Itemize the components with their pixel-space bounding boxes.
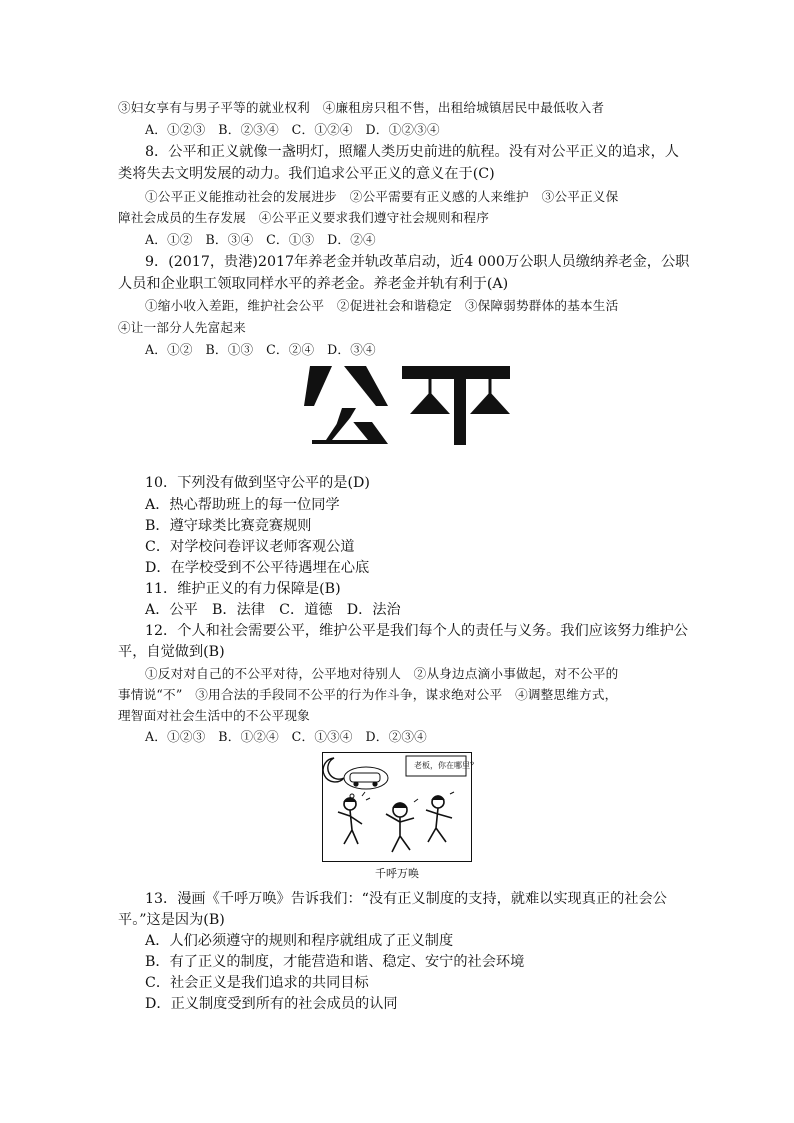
- q12-stem-2: 平，自觉做到(B): [118, 644, 225, 660]
- q10-choice-c: C．对学校问卷评议老师客观公道: [145, 539, 355, 555]
- q9-options-1: ①缩小收入差距，维护社会公平 ②促进社会和谐稳定 ③保障弱势群体的基本生活: [145, 298, 619, 313]
- q8-stem-2: 类将失去文明发展的动力。我们追求公平正义的意义在于(C): [118, 166, 495, 182]
- q13-choice-d: D．正义制度受到所有的社会成员的认同: [145, 996, 398, 1012]
- q7-answers: A．①②③ B．②③④ C．①②④ D．①②③④: [145, 122, 440, 137]
- q12-answers: A．①②③ B．①②④ C．①③④ D．②③④: [145, 729, 427, 744]
- q11-answers: A．公平 B．法律 C．道德 D．法治: [145, 602, 401, 618]
- q10-choice-a: A．热心帮助班上的每一位同学: [145, 497, 340, 513]
- q10-choice-b: B．遵守球类比赛竞赛规则: [145, 518, 312, 534]
- q9-stem-2: 人员和企业职工领取同样水平的养老金。养老金并轨有利于(A): [118, 276, 509, 292]
- q11-stem: 11．维护正义的有力保障是(B): [145, 581, 341, 597]
- q12-options-2: 事情说“不” ③用合法的手段同不公平的行为作斗争，谋求绝对公平 ④调整思维方式，: [118, 687, 618, 702]
- q12-options-1: ①反对对自己的不公平对待，公平地对待别人 ②从身边点滴小事做起，对不公平的: [145, 666, 619, 681]
- fairness-logo-image: [304, 362, 516, 454]
- q13-stem-1: 13．漫画《千呼万唤》告诉我们：“没有正义制度的支持，就难以实现真正的社会公: [145, 891, 667, 907]
- q9-options-2: ④让一部分人先富起来: [118, 320, 246, 335]
- speech-bubble-text: 老板，你在哪里？: [414, 761, 478, 770]
- q13-choice-c: C．社会正义是我们追求的共同目标: [145, 975, 369, 991]
- q13-choice-b: B．有了正义的制度，才能营造和谐、稳定、安宁的社会环境: [145, 954, 525, 970]
- q8-answers: A．①② B．③④ C．①③ D．②④: [145, 232, 376, 247]
- cartoon-image: [322, 752, 478, 862]
- q8-options-1: ①公平正义能推动社会的发展进步 ②公平需要有正义感的人来维护 ③公平正义保: [145, 189, 619, 204]
- cartoon-caption: 千呼万唤: [375, 867, 419, 880]
- q12-options-3: 理智面对社会生活中的不公平现象: [118, 708, 310, 723]
- q8-options-2: 障社会成员的生存发展 ④公平正义要求我们遵守社会规则和程序: [118, 210, 490, 225]
- q7-option-line: ③妇女享有与男子平等的就业权利 ④廉租房只租不售，出租给城镇居民中最低收入者: [118, 100, 605, 115]
- q10-choice-d: D．在学校受到不公平待遇埋在心底: [145, 560, 370, 576]
- q13-stem-2: 平。”这是因为(B): [118, 912, 225, 928]
- q9-stem-1: 9．(2017，贵港)2017年养老金并轨改革启动，近4 000万公职人员缴纳养老金，公职: [145, 254, 690, 270]
- q8-stem-1: 8．公平和正义就像一盏明灯，照耀人类历史前进的航程。没有对公平正义的追求，人: [145, 144, 679, 160]
- q10-stem: 10．下列没有做到坚守公平的是(D): [145, 475, 370, 491]
- q9-answers: A．①② B．①③ C．②④ D．③④: [145, 342, 376, 357]
- q13-choice-a: A．人们必须遵守的规则和程序就组成了正义制度: [145, 933, 454, 949]
- q12-stem-1: 12．个人和社会需要公平，维护公平是我们每个人的责任与义务。我们应该努力维护公: [145, 623, 688, 639]
